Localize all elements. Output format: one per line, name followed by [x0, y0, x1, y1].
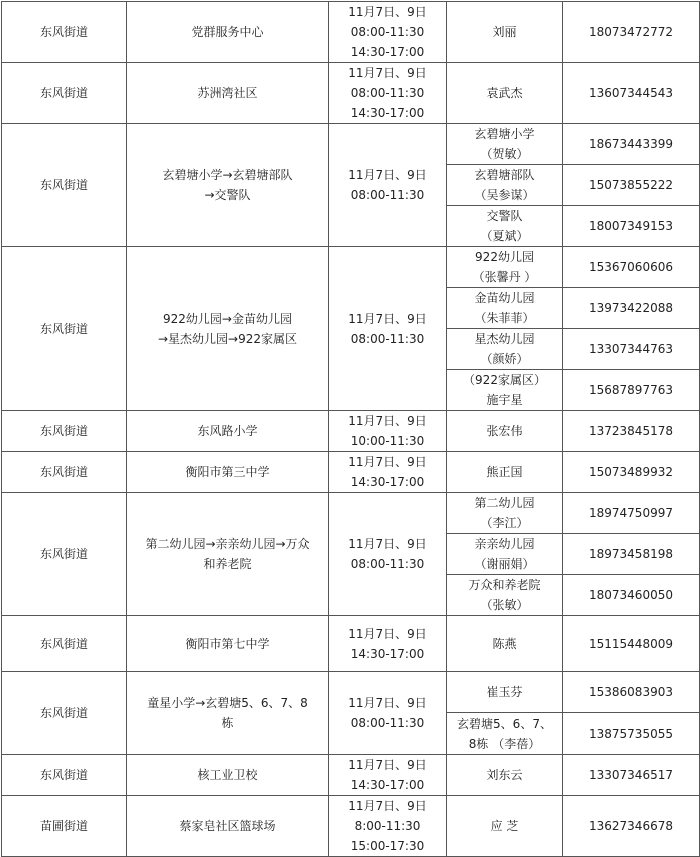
table-row: [2, 452, 700, 493]
phone-cell: 18974750997: [563, 493, 700, 534]
contact-cell: 星杰幼儿园 （颜娇）: [447, 329, 563, 370]
site-cell: 童星小学→玄碧塘5、6、7、8 栋: [127, 672, 329, 755]
table-row: [2, 247, 700, 288]
table-row: [2, 755, 700, 796]
contact-cell: 应 芝: [447, 796, 563, 857]
table-row: [2, 493, 700, 534]
street-cell: 东风街道: [2, 755, 127, 796]
table-row: [2, 124, 700, 165]
site-cell: 蔡家皂社区篮球场: [127, 796, 329, 857]
phone-cell: 18973458198: [563, 534, 700, 575]
phone-cell: 15386083903: [563, 672, 700, 713]
time-cell: 11月7日、9日 8:00-11:30 15:00-17:30: [329, 796, 447, 857]
time-cell: 11月7日、9日 14:30-17:00: [329, 755, 447, 796]
contact-cell: 922幼儿园 （张馨丹 ）: [447, 247, 563, 288]
phone-cell: 15367060606: [563, 247, 700, 288]
contact-cell: 崔玉芬: [447, 672, 563, 713]
phone-cell: 15115448009: [563, 616, 700, 672]
table-row: [2, 796, 700, 857]
contact-cell: 刘东云: [447, 755, 563, 796]
site-cell: 922幼儿园→金苗幼儿园 →星杰幼儿园→922家属区: [127, 247, 329, 411]
contact-cell: 熊正国: [447, 452, 563, 493]
street-cell: 东风街道: [2, 63, 127, 124]
table-row: [2, 672, 700, 713]
contact-cell: 玄碧塘5、6、7、 8栋 （李蓓）: [447, 713, 563, 755]
contact-cell: 交警队 （夏斌）: [447, 206, 563, 247]
phone-cell: 18073460050: [563, 575, 700, 616]
table-row: [2, 63, 700, 124]
phone-cell: 15073489932: [563, 452, 700, 493]
phone-cell: 13875735055: [563, 713, 700, 755]
site-cell: 第二幼儿园→亲亲幼儿园→万众 和养老院: [127, 493, 329, 616]
street-cell: 东风街道: [2, 411, 127, 452]
schedule-table: [1, 1, 700, 857]
site-cell: 东风路小学: [127, 411, 329, 452]
contact-cell: 第二幼儿园 （李江）: [447, 493, 563, 534]
time-cell: 11月7日、9日 08:00-11:30: [329, 247, 447, 411]
phone-cell: 13307344763: [563, 329, 700, 370]
street-cell: 东风街道: [2, 247, 127, 411]
schedule-table-body: [2, 2, 700, 857]
site-cell: 党群服务中心: [127, 2, 329, 63]
street-cell: 东风街道: [2, 493, 127, 616]
site-cell: 玄碧塘小学→玄碧塘部队 →交警队: [127, 124, 329, 247]
contact-cell: 张宏伟: [447, 411, 563, 452]
table-row: [2, 411, 700, 452]
phone-cell: 13723845178: [563, 411, 700, 452]
time-cell: 11月7日、9日 08:00-11:30 14:30-17:00: [329, 63, 447, 124]
table-row: [2, 616, 700, 672]
time-cell: 11月7日、9日 08:00-11:30 14:30-17:00: [329, 2, 447, 63]
time-cell: 11月7日、9日 14:30-17:00: [329, 616, 447, 672]
phone-cell: 18673443399: [563, 124, 700, 165]
contact-cell: 万众和养老院 （张敏）: [447, 575, 563, 616]
phone-cell: 18007349153: [563, 206, 700, 247]
phone-cell: 13627346678: [563, 796, 700, 857]
table-row: [2, 2, 700, 63]
contact-cell: 陈燕: [447, 616, 563, 672]
contact-cell: 亲亲幼儿园 （谢丽娟）: [447, 534, 563, 575]
phone-cell: 18073472772: [563, 2, 700, 63]
street-cell: 东风街道: [2, 452, 127, 493]
street-cell: 东风街道: [2, 616, 127, 672]
site-cell: 苏洲湾社区: [127, 63, 329, 124]
site-cell: 衡阳市第七中学: [127, 616, 329, 672]
street-cell: 东风街道: [2, 672, 127, 755]
time-cell: 11月7日、9日 08:00-11:30: [329, 493, 447, 616]
time-cell: 11月7日、9日 14:30-17:00: [329, 452, 447, 493]
contact-cell: 袁武杰: [447, 63, 563, 124]
street-cell: 东风街道: [2, 2, 127, 63]
contact-cell: （922家属区） 施宇星: [447, 370, 563, 411]
phone-cell: 15687897763: [563, 370, 700, 411]
phone-cell: 15073855222: [563, 165, 700, 206]
phone-cell: 13607344543: [563, 63, 700, 124]
phone-cell: 13307346517: [563, 755, 700, 796]
site-cell: 核工业卫校: [127, 755, 329, 796]
street-cell: 东风街道: [2, 124, 127, 247]
site-cell: 衡阳市第三中学: [127, 452, 329, 493]
street-cell: 苗圃街道: [2, 796, 127, 857]
time-cell: 11月7日、9日 08:00-11:30: [329, 124, 447, 247]
phone-cell: 13973422088: [563, 288, 700, 329]
contact-cell: 玄碧塘部队 （吴参谋）: [447, 165, 563, 206]
time-cell: 11月7日、9日 08:00-11:30: [329, 672, 447, 755]
contact-cell: 玄碧塘小学 （贺敏）: [447, 124, 563, 165]
time-cell: 11月7日、9日 10:00-11:30: [329, 411, 447, 452]
contact-cell: 金苗幼儿园 （朱菲菲）: [447, 288, 563, 329]
contact-cell: 刘丽: [447, 2, 563, 63]
